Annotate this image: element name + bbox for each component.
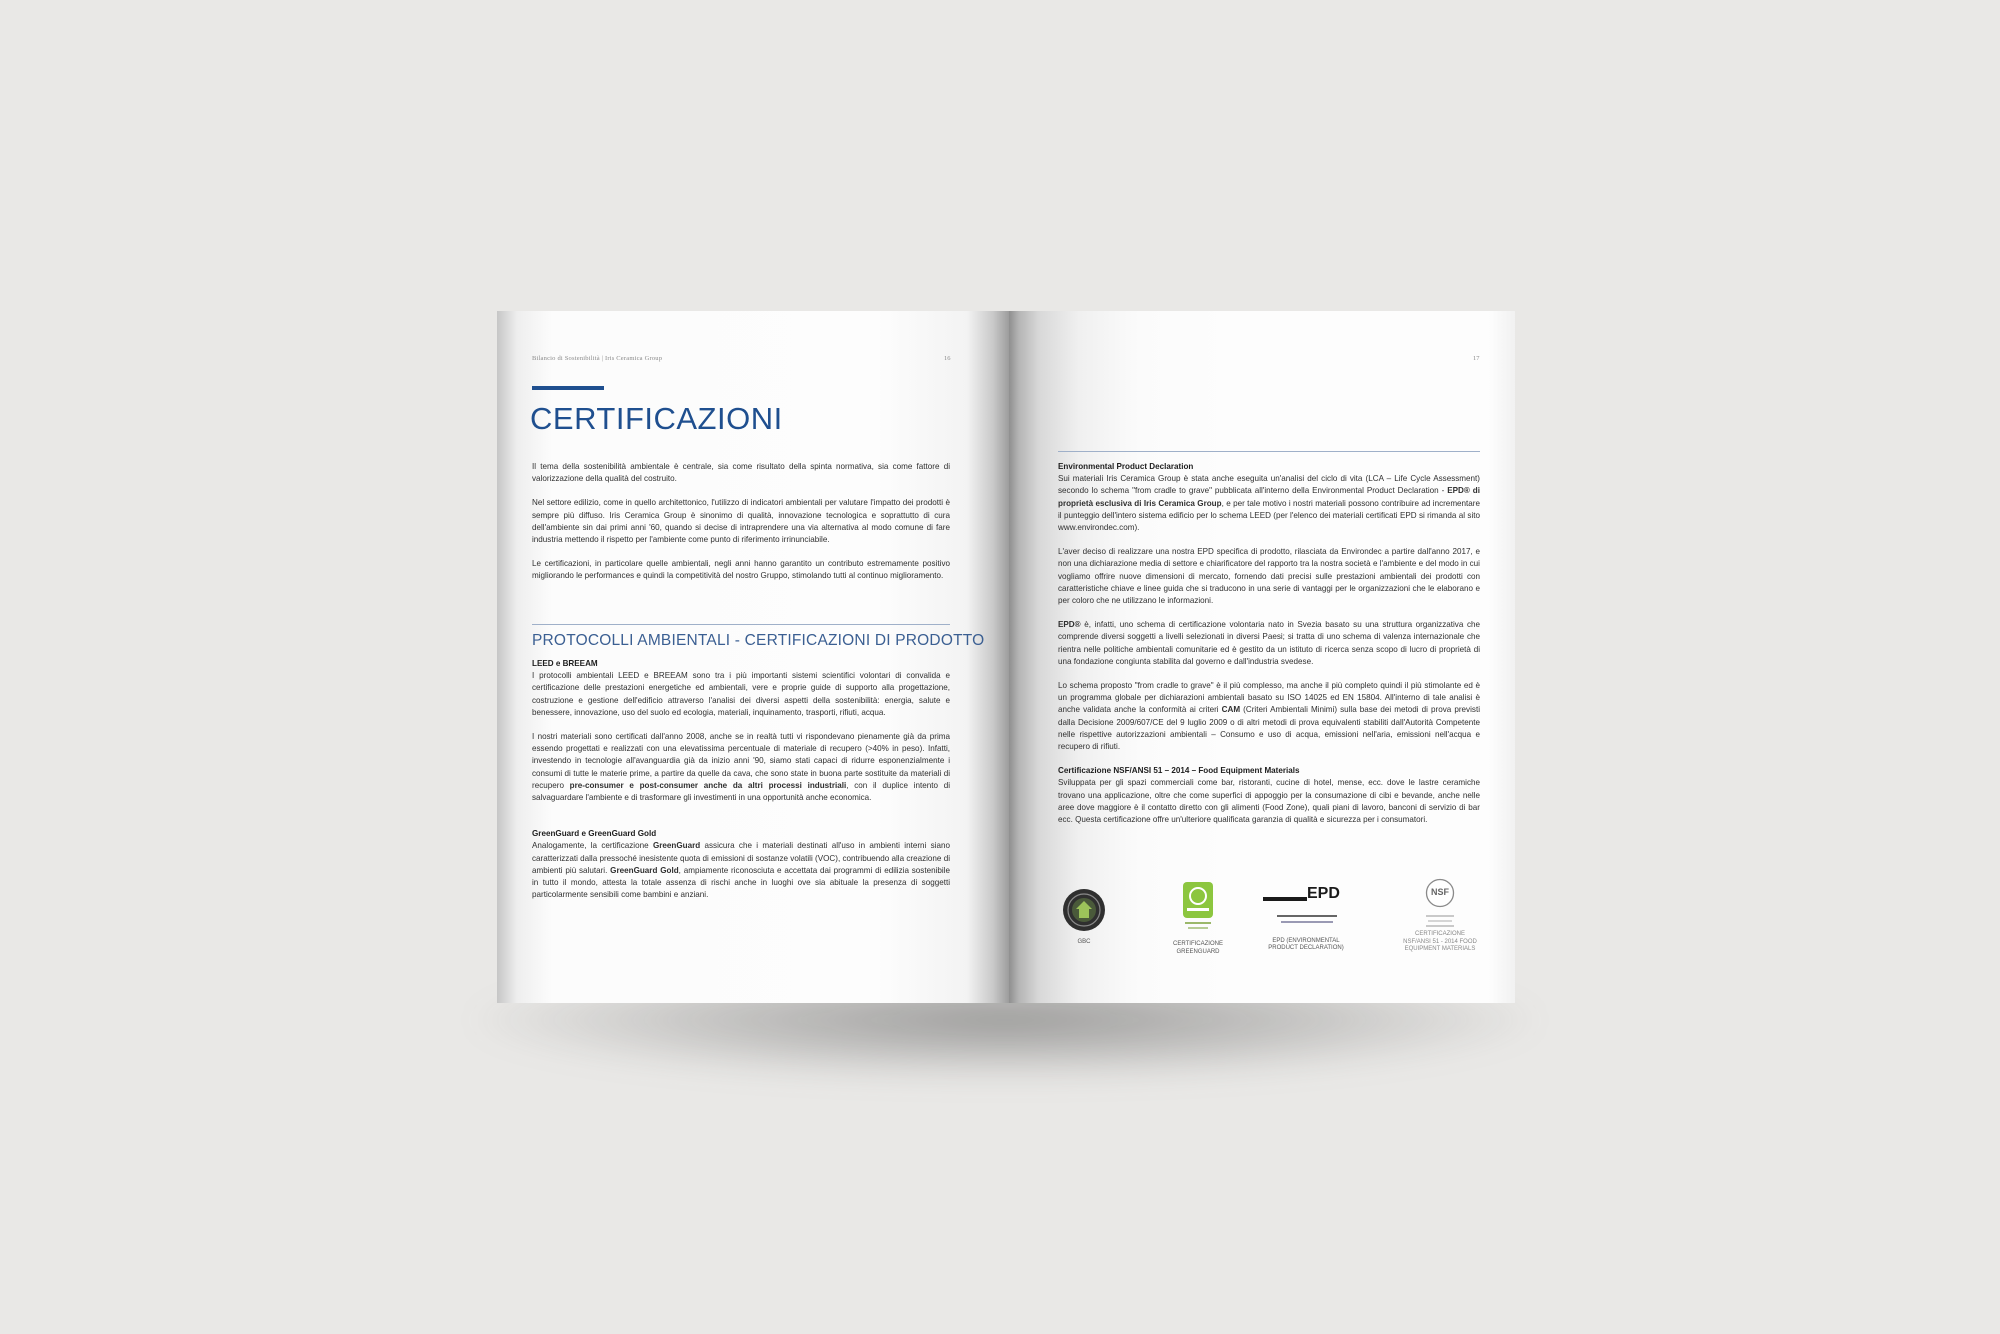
section-title: PROTOCOLLI AMBIENTALI - CERTIFICAZIONI DI PRODOTTO bbox=[532, 632, 985, 649]
running-header: Bilancio di Sostenibilità | Iris Ceramica Group bbox=[532, 355, 663, 362]
intro-paragraph: Le certificazioni, in particolare quelle ambientali, negli anni hanno garantito un contributo estremamente positivo migliorando le performances e quindi la competitività del nostro Gruppo, stimolando tutti al continuo miglioramento. bbox=[532, 559, 950, 581]
greenguard-icon bbox=[1181, 882, 1215, 934]
nsf-mark: NSF bbox=[1431, 887, 1449, 898]
epd-paragraph: Lo schema proposto "from cradle to grave" è il più complesso, ma anche il più completo quindi il più stimolante ed è un programma globale per dichiarazioni ambientali basato su ISO 14025 ed EN 15804. All'interno di tale analisi è anche validata anche la conformità ai criteri CAM (Criteri Ambientali Minimi) sulla base dei metodi di prova previsti dalla Decisione 2009/607/CE del 9 luglio 2009 o di altri metodi di prova equivalenti stabiliti dall'Autorità Competente nelle rispettive autorizzazioni ambientali – Consumo e uso di acqua, emissioni nell'aria, emissioni nell'acqua e recupero di rifiuti. bbox=[1058, 681, 1480, 752]
epd-caption: EPD (ENVIRONMENTAL PRODUCT DECLARATION) bbox=[1268, 938, 1344, 952]
nsf-heading: Certificazione NSF/ANSI 51 – 2014 – Food Equipment Materials bbox=[1058, 766, 1300, 776]
page-number-right: 17 bbox=[1473, 355, 1480, 362]
greenguard-logo bbox=[1163, 882, 1233, 956]
gbc-caption: GBC bbox=[1077, 939, 1091, 946]
intro-paragraph: Il tema della sostenibilità ambientale è centrale, sia come risultato della spinta normativa, sia come fattore di valorizzazione della qualità del costruito. bbox=[532, 462, 950, 484]
greenguard-heading: GreenGuard e GreenGuard Gold bbox=[532, 829, 657, 839]
epd-logo-icon bbox=[1261, 885, 1351, 934]
epd-paragraph: Sui materiali Iris Ceramica Group è stata anche eseguita un'analisi del ciclo di vita (LCA – Life Cycle Assessment) secondo lo schema "from cradle to grave" pubblicata all'interno della Environmental Product Declaration - EPD® di proprietà esclusiva di Iris Ceramica Group, e per tale motivo i nostri materiali possono contribuire ad incrementare il punteggio dell'intero sistema edificio per lo schema LEED (per l'elenco dei materiali certificati EPD si rimanda al sito www.environdec.com). bbox=[1058, 474, 1481, 533]
gbc-logo bbox=[1061, 888, 1107, 947]
epd-logo bbox=[1261, 885, 1351, 953]
right-page bbox=[1009, 311, 1515, 1003]
section-divider bbox=[532, 624, 950, 625]
protocols-text bbox=[532, 658, 950, 913]
greenguard-paragraph: Analogamente, la certificazione GreenGuard assicura che i materiali destinati all'uso in ambienti interni siano caratterizzati dalla pressoché inesistente quota di emissioni di sostanze volatili (VOC), contribuendo alla creazione di ambienti più salutari. GreenGuard Gold, ampiamente riconosciuta e accettata dai programmi di edilizia sostenibile in tutto il mondo, attesta la totale assenza di rischi anche in luoghi ove sia abituale la presenza di soggetti particolarmente sensibili come bambini e anziani. bbox=[532, 841, 951, 900]
leed-paragraph: I protocolli ambientali LEED e BREEAM sono tra i più importanti sistemi scientifici volontari di convalida e certificazione delle prestazioni energetiche ed ambientali, vere e proprie guide di supporto alla progettazione, costruzione e gestione dell'edificio attraverso l'analisi dei diversi aspetti della sostenibilità: energia, salute e benessere, innovazione, uso del suolo ed ecologia, materiali, inquinamento, trasporti, rifiuti, acqua. bbox=[532, 671, 950, 717]
epd-paragraph: L'aver deciso di realizzare una nostra EPD specifica di prodotto, rilasciata da Environdec a partire dall'anno 2017, e non una dichiarazione media di settore e chiarificatore del rapporto tra la nostra società e l'ambiente e del modo in cui vogliamo offrire nuove dimensioni di mercato, fornendo dati precisi sulle prestazioni ambientali dei prodotti con caratteristiche chiave e linee guida che si traducono in una serie di vantaggi per le organizzazioni che le elaborano e per coloro che ne utilizzano le informazioni. bbox=[1058, 547, 1480, 606]
leed-heading: LEED e BREEAM bbox=[532, 659, 598, 668]
page-title: CERTIFICAZIONI bbox=[530, 401, 783, 436]
nsf-logo bbox=[1401, 878, 1479, 954]
certification-logos bbox=[1055, 876, 1495, 986]
top-divider bbox=[1058, 451, 1480, 452]
epd-mark: EPD bbox=[1307, 885, 1340, 902]
intro-text bbox=[532, 461, 950, 595]
intro-paragraph: Nel settore edilizio, come in quello architettonico, l'utilizzo di indicatori ambientali per valutare l'impatto dei prodotti è sempre più diffuso. Iris Ceramica Group è sinonimo di qualità, innovazione tecnologica e soprattutto di cura dell'ambiente sin dai primi anni '60, quando si decise di intraprendere una via alternativa al modo comune di fare industria mettendo il rispetto per l'ambiente come punto di riferimento irrinunciabile. bbox=[532, 498, 950, 545]
left-page bbox=[497, 311, 1009, 1003]
nsf-paragraph: Sviluppata per gli spazi commerciali come bar, ristoranti, cucine di hotel, mense, ecc. dove le lastre ceramiche trovano una applicazione, oltre che come superfici di appoggio per la consumazione di cibi e bevande, anche nelle aree dove maggiore è il contatto diretto con gli alimenti (Food Zone), quali piani di lavoro, banconi di servizio di bar ecc. Questa certificazione offre un'ulteriore qualificata garanzia di qualità e sicurezza per i consumatori. bbox=[1058, 778, 1480, 825]
materials-paragraph: I nostri materiali sono certificati dall'anno 2008, anche se in realtà tutti vi rispondevano pienamente già da prima essendo progettati e realizzati con una elevatissima percentuale di materiale di recupero (>40% in peso). Infatti, investendo in tecnologie all'avanguardia già da inizio anni '90, siamo stati capaci di ridurre esponenzialmente i consumi di tutte le materie prime, a partire da quelle da cava, che sono state in buona parte sostituite da materiali di recupero pre-consumer e post-consumer anche da altri processi industriali, con il duplice intento di salvaguardare l'ambiente e di trasformare gli investimenti in una opportunità anche economica. bbox=[532, 732, 951, 803]
epd-heading: Environmental Product Declaration bbox=[1058, 462, 1194, 471]
title-accent-bar bbox=[532, 386, 604, 390]
greenguard-caption: CERTIFICAZIONE GREENGUARD bbox=[1173, 941, 1223, 955]
epd-text bbox=[1058, 461, 1480, 838]
nsf-caption: CERTIFICAZIONE NSF/ANSI 51 - 2014 FOOD EQUIPMENT MATERIALS bbox=[1403, 931, 1477, 953]
page-number-left: 16 bbox=[944, 355, 951, 362]
epd-paragraph: EPD® è, infatti, uno schema di certificazione volontaria nato in Svezia basato su una struttura organizzativa che comprende diversi soggetti a livelli selezionati in diversi Paesi; si tratta di uno schema di valenza internazionale che rientra nelle politiche ambientali comunitarie ed è gestito da un istituto di ricerca senza scopo di lucro di proprietà di una fondazione congiunta stabilita dal governo e dall'industria svedese. bbox=[1058, 620, 1480, 666]
gbc-seal-icon bbox=[1062, 888, 1106, 932]
